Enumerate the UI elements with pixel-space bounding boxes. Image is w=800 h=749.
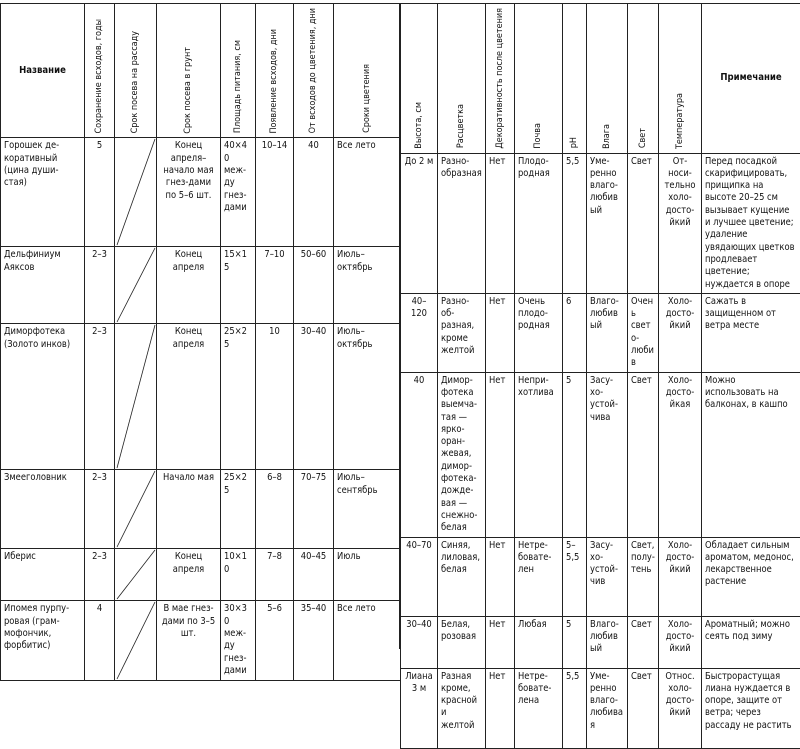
cell-ground-sowing: Конец апреля xyxy=(157,247,221,324)
header-ph: pH xyxy=(563,4,587,154)
right-table-row xyxy=(401,372,800,537)
cell-ground-sowing: Конец апреля xyxy=(157,324,221,470)
cell-seedling-sowing xyxy=(115,138,157,247)
cell-moisture: Уме-ренно влаго-любивая xyxy=(587,668,628,748)
cell-ph: 5–5,5 xyxy=(563,537,587,616)
cell-bloom-period: Июль xyxy=(334,549,401,601)
cell-name: Горошек де-коративный (цина души-стая) xyxy=(1,138,85,247)
cell-moisture: Уме-ренно влаго-любивый xyxy=(587,153,628,293)
cell-moisture: Влаго-любивый xyxy=(587,616,628,668)
cell-germination: 2–3 xyxy=(85,549,115,601)
cell-decor: Нет xyxy=(486,153,515,293)
cell-ph: 5 xyxy=(563,372,587,537)
cell-area: 15×15 xyxy=(221,247,256,324)
cell-to-bloom: 40–45 xyxy=(294,549,334,601)
cell-decor: Нет xyxy=(486,293,515,372)
cell-temperature: От-носи-тельно холо-досто-йкий xyxy=(659,153,702,293)
cell-name: Змееголовник xyxy=(1,470,85,549)
cell-height: 30–40 xyxy=(401,616,438,668)
cell-light: Свет xyxy=(628,616,659,668)
right-table-row xyxy=(401,616,800,668)
cell-emergence: 5–6 xyxy=(256,601,294,681)
cell-ph: 5 xyxy=(563,616,587,668)
header-emergence: Появление всходов, дни xyxy=(256,4,294,138)
cell-ph: 5,5 xyxy=(563,153,587,293)
header-seedling-sowing: Срок посева на рассаду xyxy=(115,4,157,138)
left-header-row xyxy=(1,4,401,138)
cell-height: Лиана 3 м xyxy=(401,668,438,748)
cell-name: Диморфотека (Золото инков) xyxy=(1,324,85,470)
cell-soil: Нетре-бовате-лен xyxy=(515,537,563,616)
cell-area: 25×25 xyxy=(221,324,256,470)
right-header-row xyxy=(401,4,800,154)
cell-decor: Нет xyxy=(486,372,515,537)
cell-color: Разно-об-разная, кроме желтой xyxy=(438,293,486,372)
cell-area: 30×30 меж-ду гнез-дами xyxy=(221,601,256,681)
header-name: Название xyxy=(1,4,85,138)
header-ground-sowing: Срок посева в грунт xyxy=(157,4,221,138)
header-moisture: Влага xyxy=(587,4,628,154)
right-table-row xyxy=(401,668,800,748)
cell-light: Свет xyxy=(628,153,659,293)
header-decor: Декоративность после цветения xyxy=(486,4,515,154)
right-table xyxy=(400,3,800,749)
cell-decor: Нет xyxy=(486,537,515,616)
cell-temperature: Холо-досто-йкая xyxy=(659,372,702,537)
cell-moisture: Влаго-любивый xyxy=(587,293,628,372)
cell-ground-sowing: Начало мая xyxy=(157,470,221,549)
cell-name: Ипомея пурпу-ровая (грам-мофончик, форбитис) xyxy=(1,601,85,681)
cell-temperature: Относ. холо-досто-йкий xyxy=(659,668,702,748)
header-notes: Примечание xyxy=(702,4,800,154)
cell-temperature: Холо-досто-йкий xyxy=(659,293,702,372)
cell-germination: 4 xyxy=(85,601,115,681)
cell-bloom-period: Все лето xyxy=(334,601,401,681)
cell-soil: Любая xyxy=(515,616,563,668)
cell-emergence: 10–14 xyxy=(256,138,294,247)
cell-temperature: Холо-досто-йкий xyxy=(659,616,702,668)
cell-to-bloom: 50–60 xyxy=(294,247,334,324)
empty-cell-slash-icon xyxy=(115,247,157,323)
cell-emergence: 10 xyxy=(256,324,294,470)
cell-ph: 6 xyxy=(563,293,587,372)
cell-seedling-sowing xyxy=(115,247,157,324)
cell-light: Очень свето-любив xyxy=(628,293,659,372)
left-table xyxy=(0,3,401,681)
cell-soil: Нетре-бовате-лена xyxy=(515,668,563,748)
cell-height: 40–120 xyxy=(401,293,438,372)
cell-color: Разно-образная xyxy=(438,153,486,293)
cell-germination: 5 xyxy=(85,138,115,247)
cell-notes: Обладает сильным ароматом, медонос, лекарственное растение xyxy=(702,537,800,616)
cell-area: 25×25 xyxy=(221,470,256,549)
header-color: Расцветка xyxy=(438,4,486,154)
cell-notes: Ароматный; можно сеять под зиму xyxy=(702,616,800,668)
cell-to-bloom: 30–40 xyxy=(294,324,334,470)
cell-height: 40–70 xyxy=(401,537,438,616)
header-area: Площадь питания, см xyxy=(221,4,256,138)
cell-seedling-sowing xyxy=(115,601,157,681)
cell-ground-sowing: Конец апреля–начало мая гнез-дами по 5–6 шт. xyxy=(157,138,221,247)
right-table-row xyxy=(401,293,800,372)
left-table-row xyxy=(1,138,401,247)
cell-color: Разная кроме, красной и желтой xyxy=(438,668,486,748)
cell-ground-sowing: Конец апреля xyxy=(157,549,221,601)
right-table-body xyxy=(401,153,800,748)
cell-decor: Нет xyxy=(486,616,515,668)
header-light: Свет xyxy=(628,4,659,154)
cell-seedling-sowing xyxy=(115,324,157,470)
cell-name: Дельфиниум Аяксов xyxy=(1,247,85,324)
cell-bloom-period: Июль–октябрь xyxy=(334,247,401,324)
right-table-row xyxy=(401,537,800,616)
cell-ground-sowing: В мае гнез-дами по 3–5 шт. xyxy=(157,601,221,681)
cell-height: 40 xyxy=(401,372,438,537)
cell-height: До 2 м xyxy=(401,153,438,293)
cell-notes: Можно использовать на балконах, в кашпо xyxy=(702,372,800,537)
header-height: Высота, см xyxy=(401,4,438,154)
cell-germination: 2–3 xyxy=(85,247,115,324)
cell-soil: Плодо-родная xyxy=(515,153,563,293)
left-table-body xyxy=(1,138,401,681)
cell-temperature: Холо-досто-йкий xyxy=(659,537,702,616)
cell-decor: Нет xyxy=(486,668,515,748)
cell-area: 40×40 меж-ду гнез-дами xyxy=(221,138,256,247)
cell-notes: Быстрорастущая лиана нуждается в опоре, защите от ветра; через рассаду не растить xyxy=(702,668,800,748)
cell-bloom-period: Июль–сентябрь xyxy=(334,470,401,549)
cell-emergence: 6–8 xyxy=(256,470,294,549)
empty-cell-slash-icon xyxy=(115,324,157,469)
cell-area: 10×10 xyxy=(221,549,256,601)
cell-moisture: Засу-хо-устой-чив xyxy=(587,537,628,616)
left-table-row xyxy=(1,247,401,324)
empty-cell-slash-icon xyxy=(115,470,157,548)
cell-seedling-sowing xyxy=(115,470,157,549)
cell-soil: Очень плодо-родная xyxy=(515,293,563,372)
cell-light: Свет xyxy=(628,668,659,748)
cell-to-bloom: 40 xyxy=(294,138,334,247)
left-table-row xyxy=(1,324,401,470)
cell-germination: 2–3 xyxy=(85,324,115,470)
cell-germination: 2–3 xyxy=(85,470,115,549)
cell-emergence: 7–8 xyxy=(256,549,294,601)
empty-cell-slash-icon xyxy=(115,138,157,246)
cell-to-bloom: 70–75 xyxy=(294,470,334,549)
left-table-row xyxy=(1,470,401,549)
header-to-bloom: От всходов до цветения, дни xyxy=(294,4,334,138)
cell-moisture: Засу-хо-устой-чива xyxy=(587,372,628,537)
cell-bloom-period: Все лето xyxy=(334,138,401,247)
cell-color: Синяя, лиловая, белая xyxy=(438,537,486,616)
cell-bloom-period: Июль–октябрь xyxy=(334,324,401,470)
right-table-row xyxy=(401,153,800,293)
cell-color: Димор-фотека выемча-тая — ярко-оран-жевая, димор-фотека-дожде-вая — снежно-белая xyxy=(438,372,486,537)
cell-soil: Непри-хотлива xyxy=(515,372,563,537)
header-germination: Сохранение всходов, годы xyxy=(85,4,115,138)
empty-cell-slash-icon xyxy=(115,549,157,600)
header-temperature: Температура xyxy=(659,4,702,154)
right-table-pane xyxy=(400,3,800,749)
cell-emergence: 7–10 xyxy=(256,247,294,324)
cell-notes: Перед посадкой скарифицировать, прищипка на высоте 20–25 см вызывает кущение и лучшее цветение; удаление увядающих цветков продлевает цветение; нуждается в опоре xyxy=(702,153,800,293)
cell-light: Свет, полу-тень xyxy=(628,537,659,616)
cell-light: Свет xyxy=(628,372,659,537)
left-table-pane xyxy=(0,3,400,681)
cell-color: Белая, розовая xyxy=(438,616,486,668)
left-table-row xyxy=(1,549,401,601)
cell-name: Иберис xyxy=(1,549,85,601)
cell-ph: 5,5 xyxy=(563,668,587,748)
empty-cell-slash-icon xyxy=(115,601,157,680)
header-soil: Почва xyxy=(515,4,563,154)
cell-notes: Сажать в защищенном от ветра месте xyxy=(702,293,800,372)
left-table-row xyxy=(1,601,401,681)
cell-seedling-sowing xyxy=(115,549,157,601)
header-bloom-period: Сроки цветения xyxy=(334,4,401,138)
cell-to-bloom: 35–40 xyxy=(294,601,334,681)
